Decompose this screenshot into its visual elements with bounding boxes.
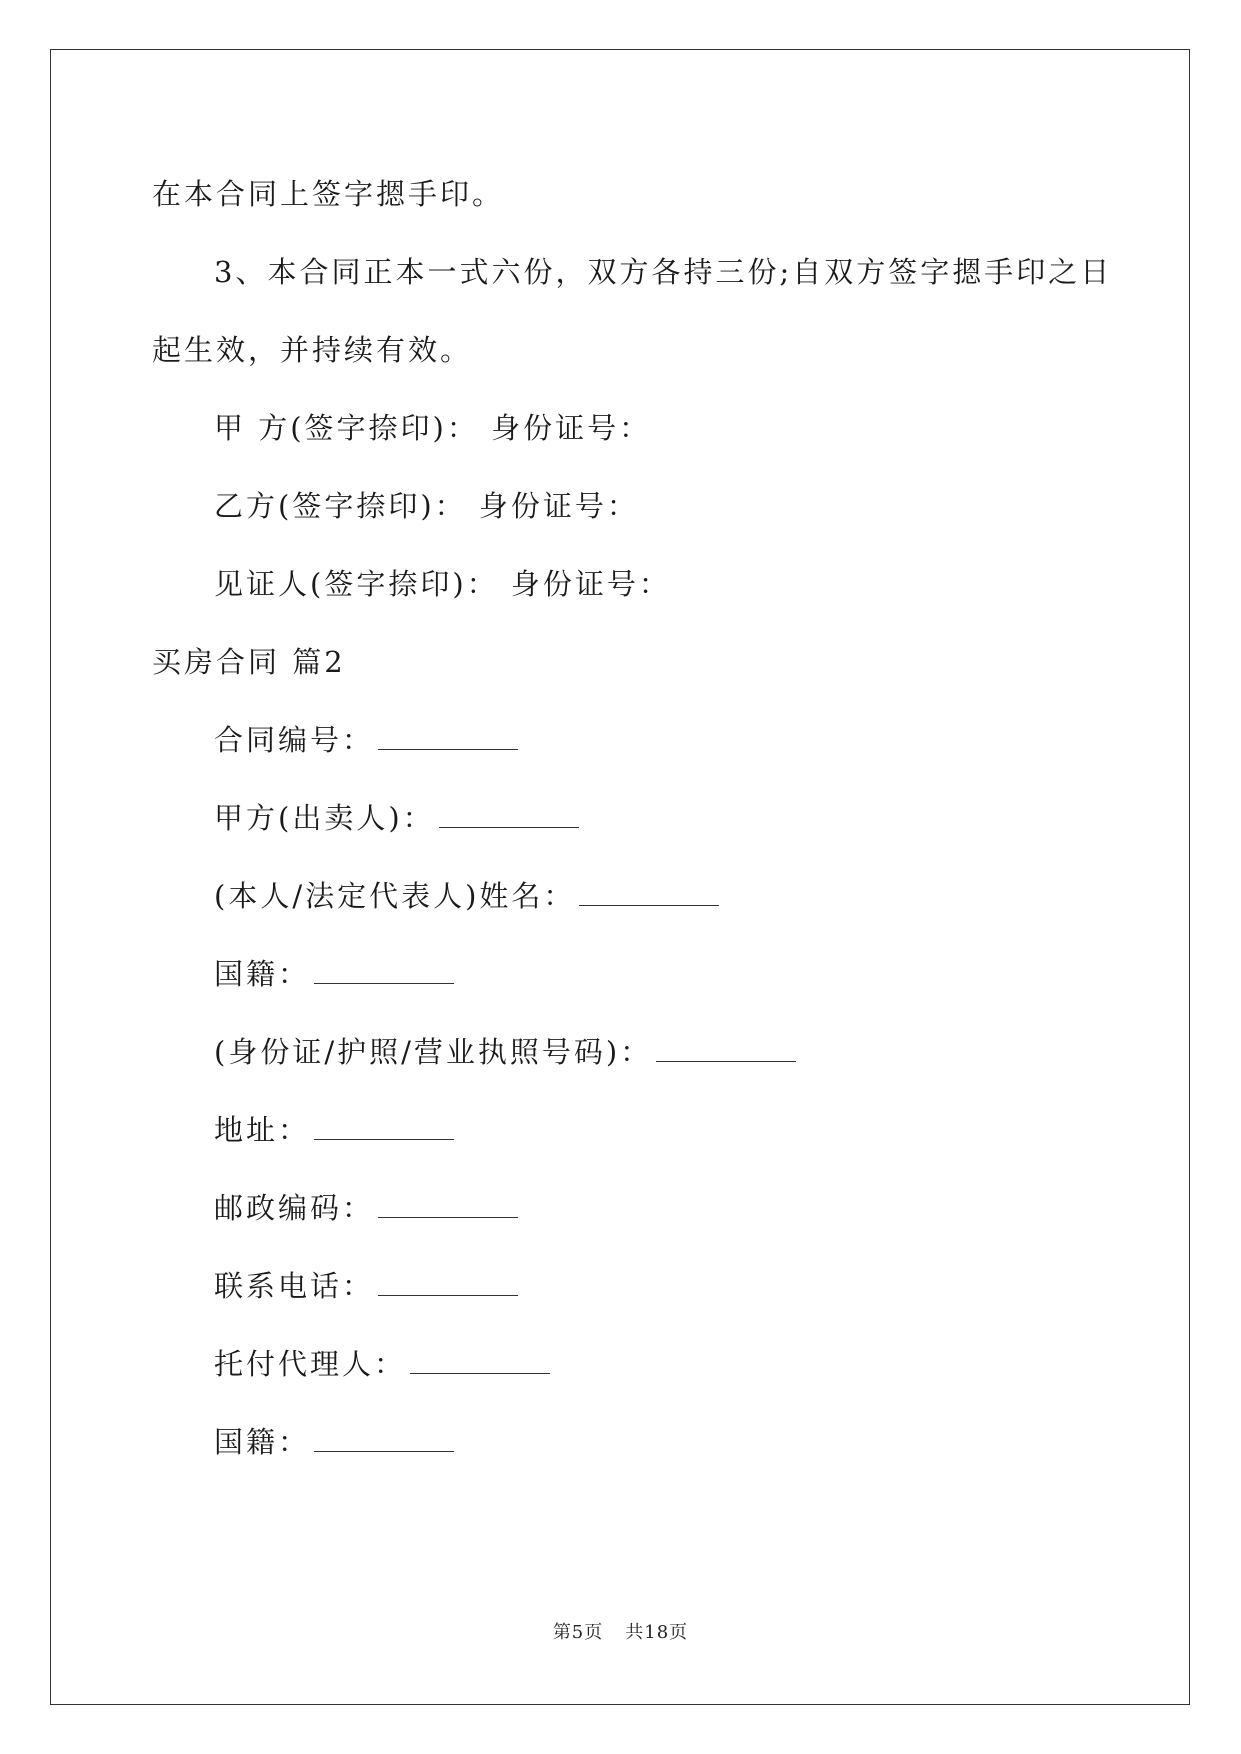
fill-blank [314, 961, 454, 984]
field-id-number [214, 1035, 796, 1069]
field-label: (本人/法定代表人)姓名： [214, 879, 576, 913]
signature-line-party-b: 乙方(签字捺印)： 身份证号： [214, 489, 639, 523]
field-label: 国籍： [214, 1425, 311, 1459]
page-footer [0, 1618, 1241, 1644]
signature-line-witness: 见证人(签字捺印)： 身份证号： [214, 567, 671, 601]
fill-blank [378, 727, 518, 750]
page-total: 共18页 [625, 1622, 689, 1643]
fill-blank [579, 883, 719, 906]
field-label: 甲方(出卖人)： [214, 801, 435, 835]
fill-blank [314, 1117, 454, 1140]
field-nationality [214, 957, 454, 991]
field-label: 邮政编码： [214, 1191, 375, 1225]
field-label: 联系电话： [214, 1269, 375, 1303]
field-postal-code [214, 1191, 518, 1225]
field-representative-name [214, 879, 719, 913]
field-label: 国籍： [214, 957, 311, 991]
field-label: 地址： [214, 1113, 311, 1147]
paragraph-clause-3-continued: 起生效，并持续有效。 [152, 333, 473, 367]
section-heading: 买房合同 篇2 [152, 645, 346, 679]
paragraph-clause-3: 3、本合同正本一式六份，双方各持三份;自双方签字摁手印之日 [214, 255, 1113, 289]
field-label: (身份证/护照/营业执照号码)： [214, 1035, 653, 1069]
signature-line-party-a: 甲 方(签字捺印)： 身份证号： [214, 411, 652, 445]
fill-blank [410, 1351, 550, 1374]
fill-blank [656, 1039, 796, 1062]
paragraph-sign-instruction: 在本合同上签字摁手印。 [152, 177, 505, 211]
fill-blank [378, 1273, 518, 1296]
page-number: 第5页 [552, 1622, 604, 1643]
field-contract-number [214, 723, 518, 757]
fill-blank [314, 1429, 454, 1452]
field-phone [214, 1269, 518, 1303]
fill-blank [378, 1195, 518, 1218]
field-label: 合同编号： [214, 723, 375, 757]
field-address [214, 1113, 454, 1147]
field-label: 托付代理人： [214, 1347, 407, 1381]
field-party-a-seller [214, 801, 579, 835]
fill-blank [439, 805, 579, 828]
field-agent [214, 1347, 550, 1381]
field-agent-nationality [214, 1425, 454, 1459]
